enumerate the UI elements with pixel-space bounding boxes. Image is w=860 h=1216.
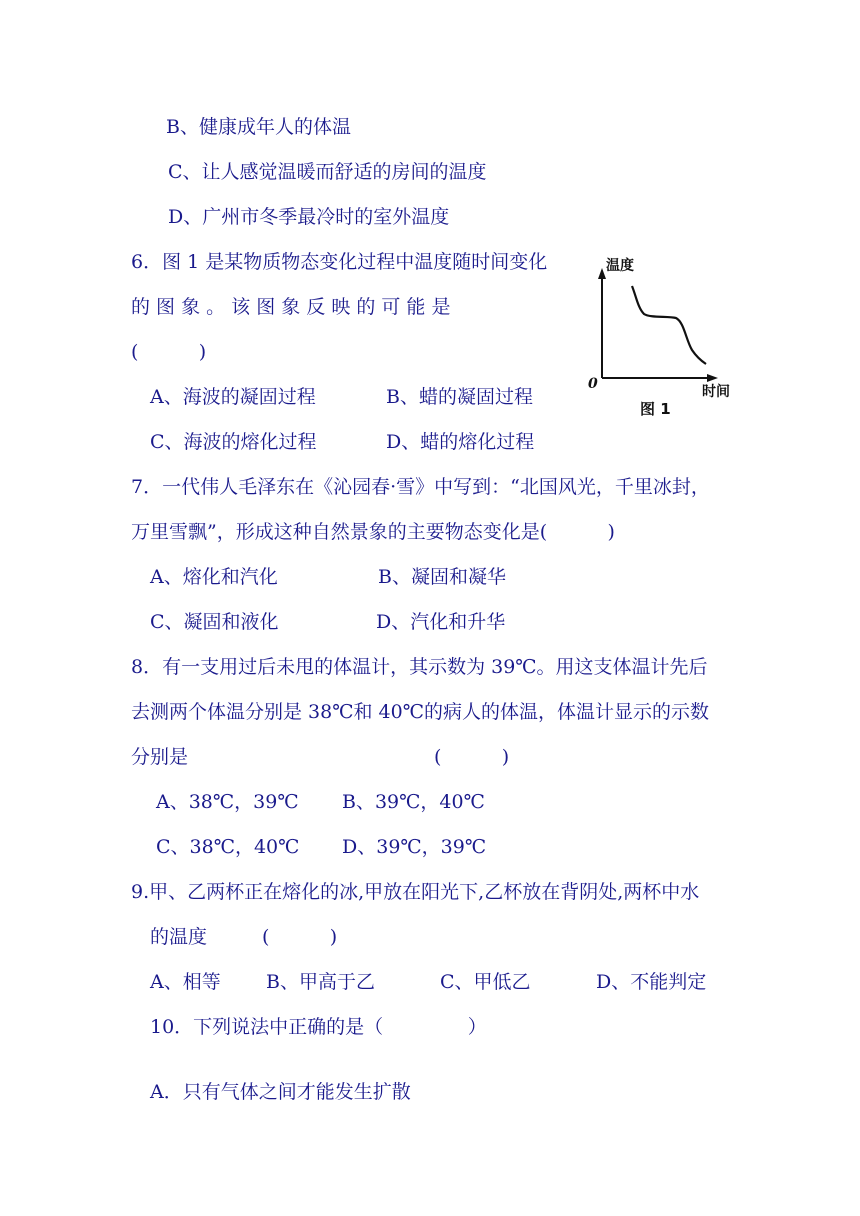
q5-option-d: D、广州市冬季最冷时的室外温度 <box>168 206 450 228</box>
q8-stem-line3: 分别是 <box>131 746 189 768</box>
q8-option-d: D、39℃，39℃ <box>342 836 487 858</box>
q6-option-d: D、蜡的熔化过程 <box>386 431 535 453</box>
q6-option-c: C、海波的熔化过程 <box>150 431 317 453</box>
q7-option-a: A、熔化和汽化 <box>150 566 278 588</box>
q7-option-d: D、汽化和升华 <box>376 611 506 633</box>
temperature-curve <box>632 286 706 364</box>
q8-stem-line1: 8．有一支用过后未甩的体温计，其示数为 39℃。用这支体温计先后 <box>131 656 708 678</box>
q10-option-a: A．只有气体之间才能发生扩散 <box>150 1081 411 1103</box>
q8-option-c: C、38℃，40℃ <box>156 836 300 858</box>
figure-1-temperature-time-graph <box>582 252 740 418</box>
x-axis-arrow <box>707 374 718 382</box>
q9-option-a: A、相等 <box>150 971 221 993</box>
q7-option-c: C、凝固和液化 <box>150 611 279 633</box>
q9-option-c: C、甲低乙 <box>440 971 531 993</box>
q8-option-b: B、39℃，40℃ <box>342 791 485 813</box>
q6-stem-line1: 6．图 1 是某物质物态变化过程中温度随时间变化 <box>131 251 548 273</box>
q9-stem-line2: 的温度 <box>150 926 208 948</box>
q7-stem-line1: 7．一代伟人毛泽东在《沁园春·雪》中写到：“北国风光，千里冰封， <box>131 476 710 498</box>
y-axis-label: 温度 <box>606 258 634 274</box>
q9-option-b: B、甲高于乙 <box>266 971 375 993</box>
q5-option-c: C、让人感觉温暖而舒适的房间的温度 <box>168 161 487 183</box>
q8-stem-line2: 去测两个体温分别是 38℃和 40℃的病人的体温，体温计显示的示数 <box>131 701 709 723</box>
q6-option-a: A、海波的凝固过程 <box>150 386 316 408</box>
figure-caption: 图 1 <box>640 400 671 418</box>
q9-stem-line1: 9.甲、乙两杯正在熔化的冰,甲放在阳光下,乙杯放在背阴处,两杯中水 <box>131 881 700 903</box>
x-axis-label: 时间 <box>702 384 730 400</box>
q6-option-b: B、蜡的凝固过程 <box>386 386 533 408</box>
q6-answer-blank: ( ) <box>131 341 207 363</box>
q6-stem-line2: 的 图 象 。 该 图 象 反 映 的 可 能 是 <box>131 296 451 318</box>
q9-option-d: D、不能判定 <box>596 971 707 993</box>
y-axis-arrow <box>598 268 606 279</box>
q8-option-a: A、38℃，39℃ <box>156 791 299 813</box>
q8-answer-blank: ( ) <box>434 746 510 768</box>
q9-answer-blank: ( ) <box>262 926 338 948</box>
origin-label: 0 <box>588 376 598 392</box>
q10-stem: 10．下列说法中正确的是（ ） <box>150 1016 487 1038</box>
q7-stem-line2: 万里雪飘”，形成这种自然景象的主要物态变化是( ) <box>131 521 615 543</box>
q5-option-b: B、健康成年人的体温 <box>166 116 351 138</box>
q7-option-b: B、凝固和凝华 <box>378 566 506 588</box>
